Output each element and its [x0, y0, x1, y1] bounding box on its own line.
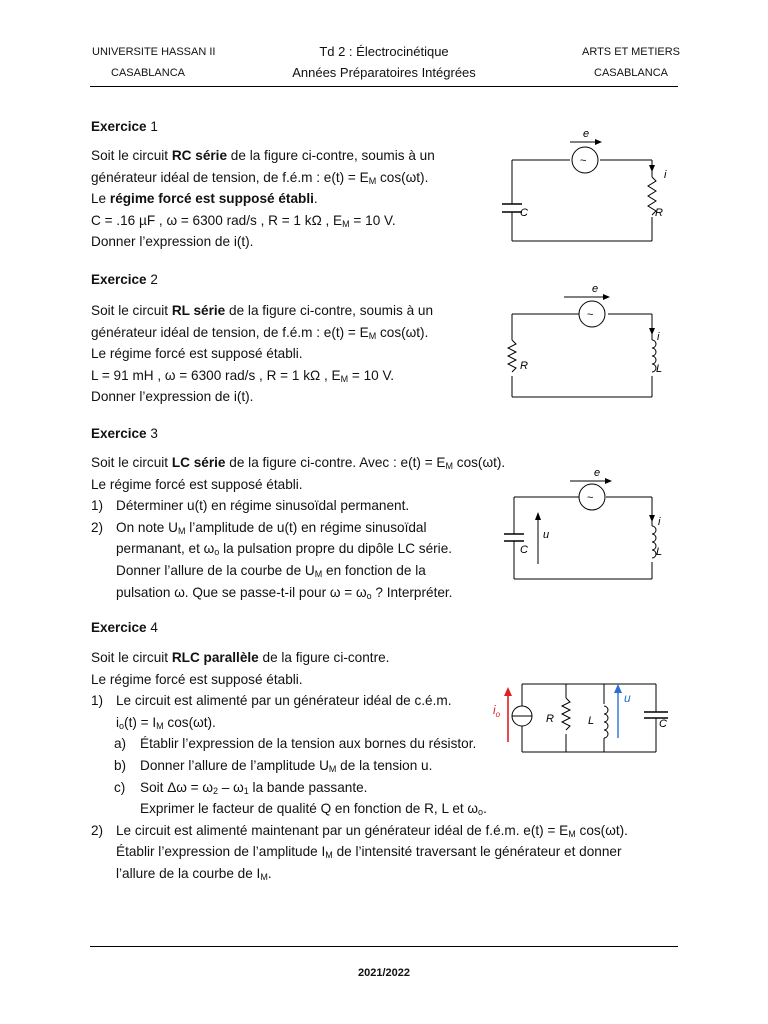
label-e: e [594, 467, 601, 479]
header-rule [90, 86, 678, 87]
label-L: L [588, 715, 595, 727]
ex4-title: Exercice 4 [91, 620, 158, 635]
label-i: i [658, 516, 661, 528]
label-i: i [664, 169, 667, 181]
capacitor-symbol [504, 534, 524, 541]
label-C: C [520, 544, 528, 556]
label-L: L [656, 546, 663, 558]
label-C: C [520, 207, 528, 219]
ex4-text: Soit le circuit RLC parallèle de la figure ci-contre. Le régime forcé est supposé établi. 1) Le circuit est alimenté par un générateur idéal de c.é.m. $i_o(t) = I_M$ cos(ωt). a) Établir l’expression de la tension aux bornes du résistor. b) Donner l’allure de l’amplitude $U_M$ de la tension u. c) Soit $\Delta\omega = \omega_2 - \omega_1$ la bande passante. Exprimer le facteur de qualité Q en fonction de R, L et $\omega_o$. 2) Le circuit est alimenté maintenant par un générateur idéal de f.é.m. $e(t) = E_M$ cos(ωt). Établir l’expression de l’amplitude $I_M$ de l’intensité traversant le générateur et donner l’allure de la courbe de $I_M$. [91, 650, 628, 882]
label-u: u [543, 529, 550, 541]
label-e: e [592, 283, 599, 295]
ex4-circuit-diagram [488, 668, 688, 760]
capacitor-symbol [502, 204, 522, 212]
svg-text:~: ~ [587, 492, 594, 504]
ex2-title: Exercice 2 [91, 272, 158, 287]
label-R: R [520, 360, 528, 372]
ex3-title: Exercice 3 [91, 426, 158, 441]
ex2-circuit-diagram [500, 280, 690, 410]
label-io: $i_o$ [493, 703, 501, 719]
label-C: C [659, 718, 667, 730]
label-u: u [624, 691, 631, 705]
ex3-text: Soit le circuit LC série de la figure ci-contre. Avec : $e(t) = E_M$ cos(ωt). Le régime forcé est supposé établi. 1) Déterminer u(t) en régime sinusoïdal permanent. 2) On note $U_M$ l’amplitude de u(t) en régime sinusoïdal permanant, et $\omega_o$ la pulsation propre du dipôle LC série. Donner l’allure de la courbe de $U_M$ en fonction de la pulsation ω. Que se passe-t-il pour $\omega = \omega_o$ ? Interpréter. [91, 455, 506, 601]
header-city-left: CASABLANCA [111, 67, 185, 79]
header-university: UNIVERSITE HASSAN II [92, 46, 216, 58]
header-course-title: Td 2 : Électrocinétique [319, 44, 449, 59]
label-R: R [546, 713, 554, 725]
svg-text:~: ~ [587, 309, 594, 321]
ex2-text: Soit le circuit RL série de la figure ci-contre, soumis à un générateur idéal de tension, de f.é.m : $e(t) = E_M$ cos(ωt). Le régime forcé est supposé établi. L = 91 mH , ω = 6300 rad/s , R = 1 kΩ , $E_M = 10$ V. Donner l’expression de i(t). [91, 303, 434, 405]
label-L: L [656, 363, 663, 375]
header-school: ARTS ET METIERS [582, 46, 681, 58]
ex1-text: Soit le circuit RC série de la figure ci-contre, soumis à un générateur idéal de tension, de f.é.m : $e(t) = E_M$ cos(ωt). Le régime forcé est supposé établi. C = .16 µF , ω = 6300 rad/s , R = 1 kΩ , $E_M = 10$ V. Donner l’expression de i(t). [91, 148, 435, 250]
header-city-right: CASABLANCA [594, 67, 668, 79]
ex3-circuit-diagram [500, 460, 690, 590]
label-R: R [655, 207, 663, 219]
svg-text:~: ~ [580, 155, 587, 167]
footer-year: 2021/2022 [358, 967, 410, 979]
label-i: i [657, 331, 660, 343]
ex1-circuit-diagram [500, 122, 690, 252]
label-e: e [583, 128, 590, 140]
header-program: Années Préparatoires Intégrées [292, 65, 476, 80]
footer-rule [90, 946, 678, 947]
ex1-title: Exercice 1 [91, 119, 158, 134]
